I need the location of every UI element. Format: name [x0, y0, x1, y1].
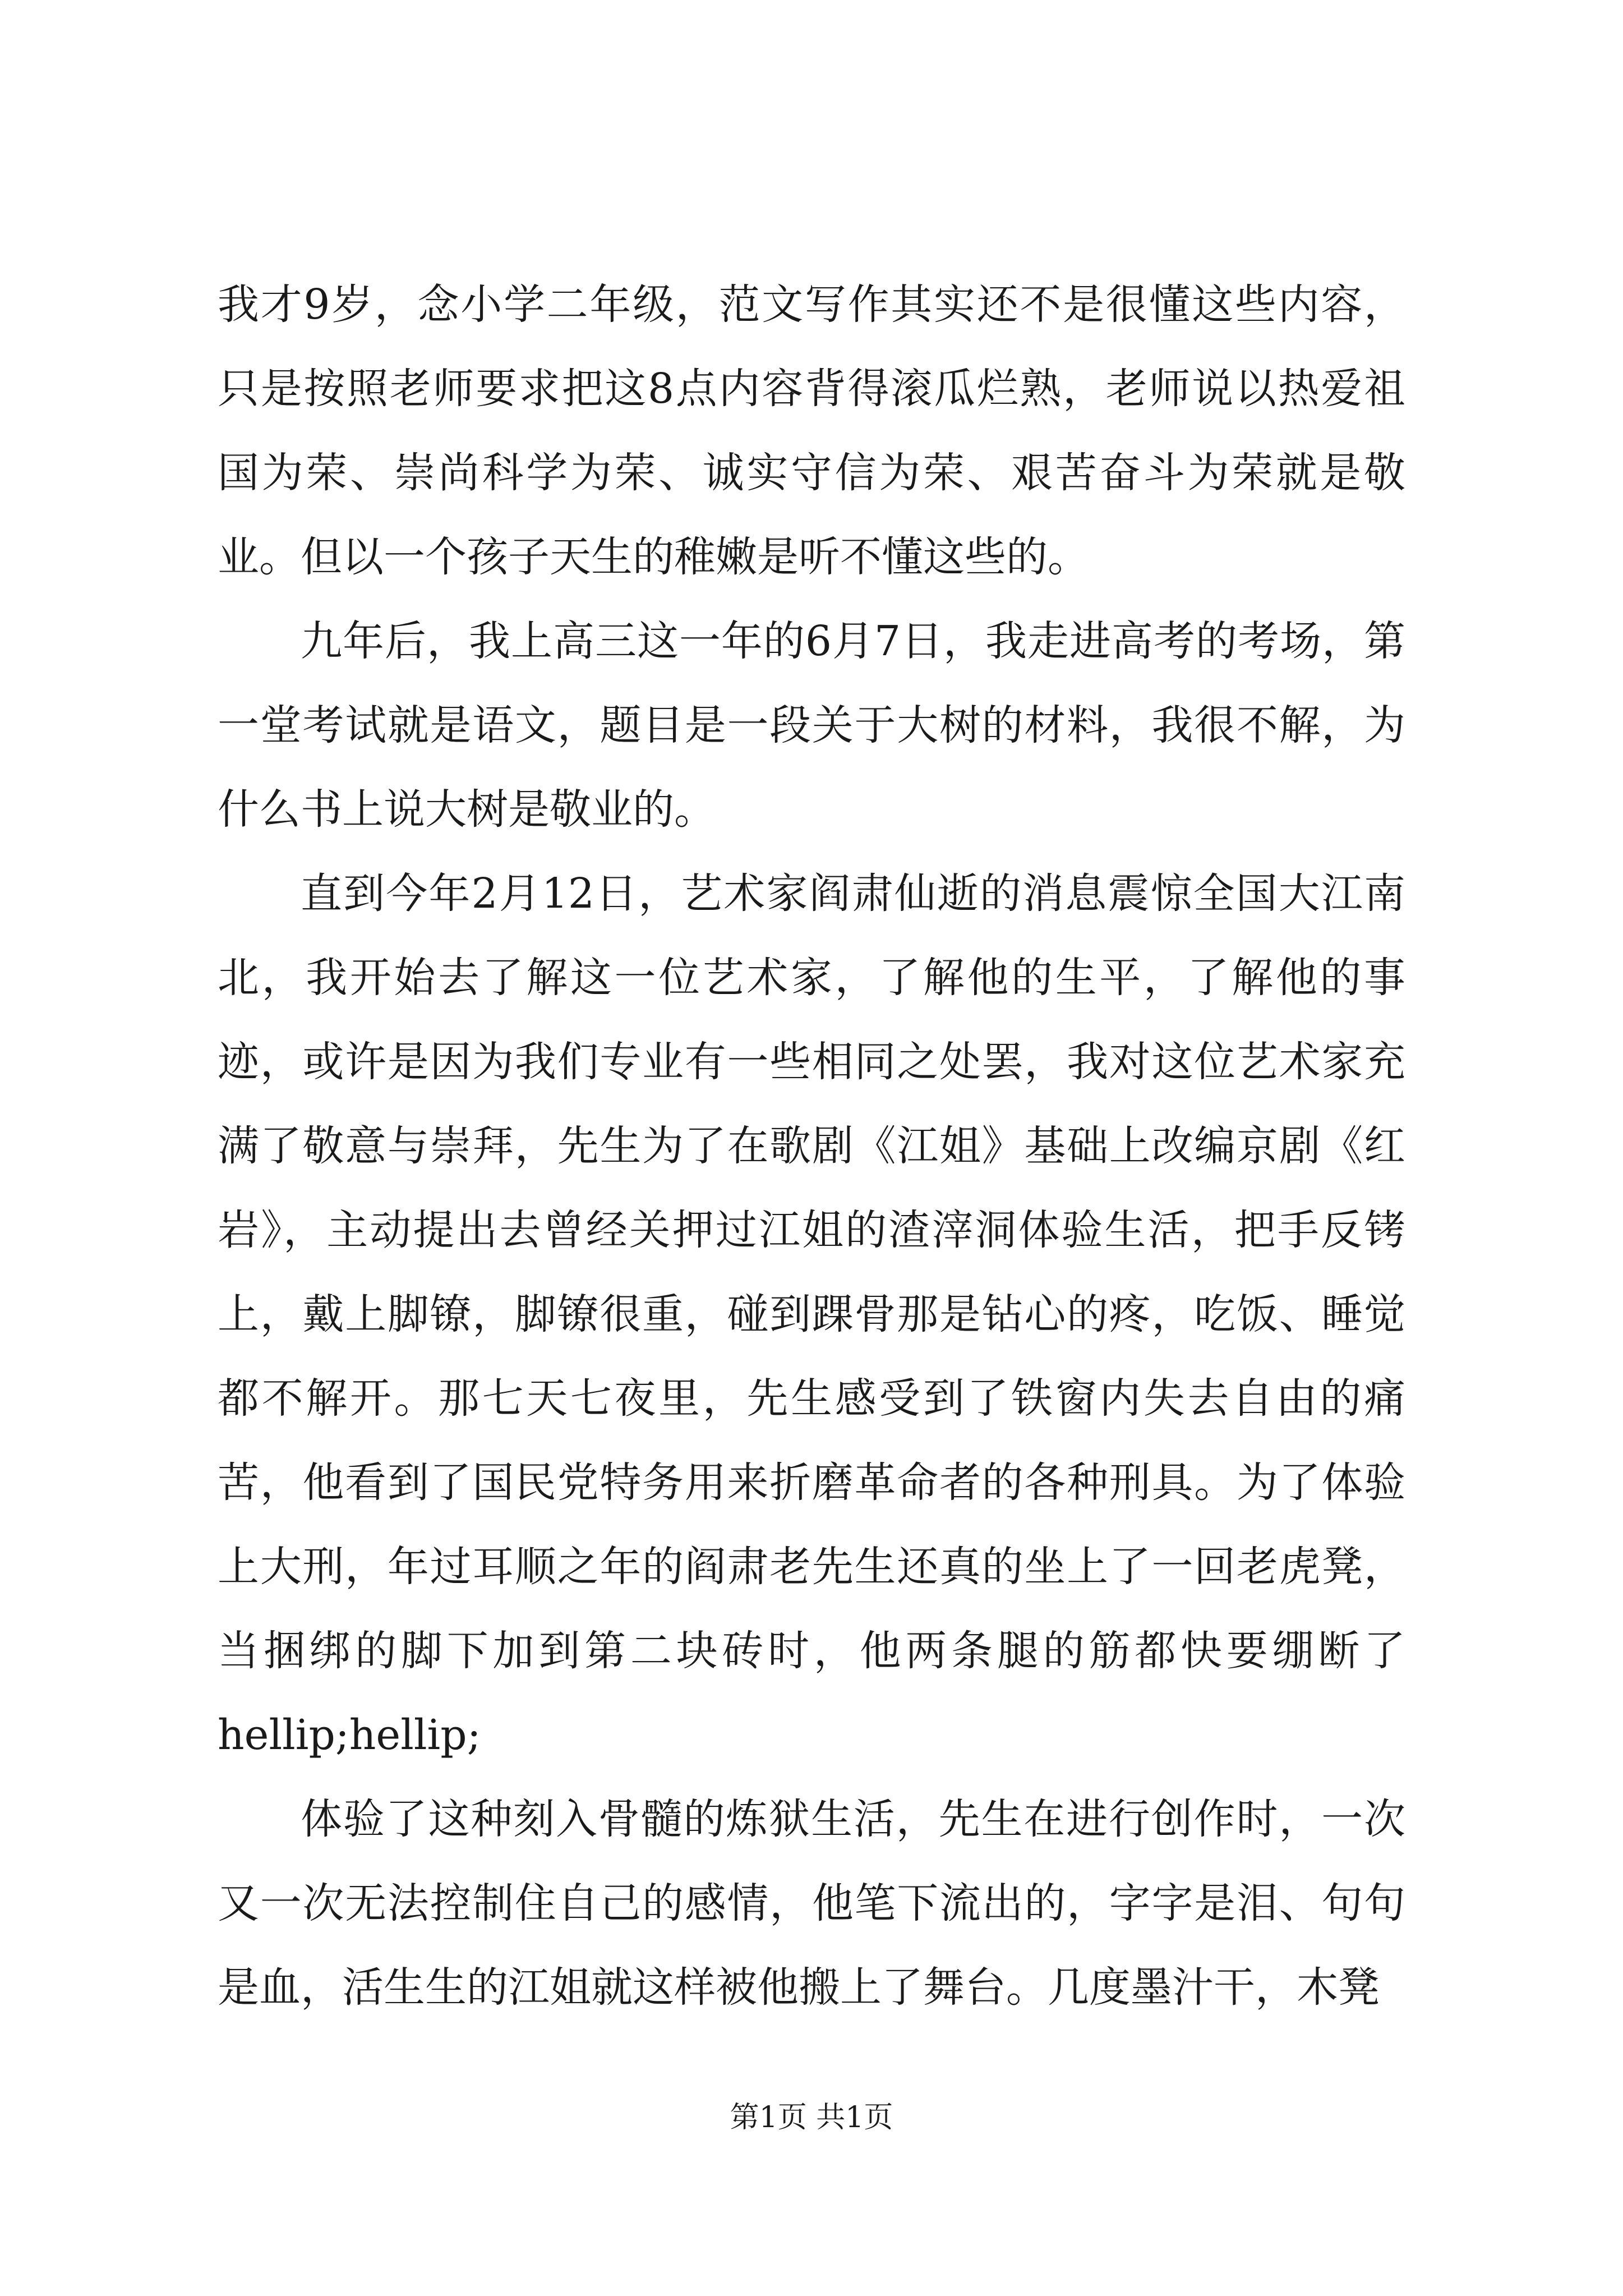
document-body: [218, 263, 1405, 2030]
paragraph-3: 直到今年2月12日，艺术家阎肃仙逝的消息震惊全国大江南北，我开始去了解这一位艺术家，了解他的生平，了解他的事迹，或许是因为我们专业有一些相同之处罢，我对这位艺术家充满了敬意与崇拜，先生为了在歌剧《江姐》基础上改编京剧《红岩》，主动提出去曾经关押过江姐的渣滓洞体验生活，把手反铐上，戴上脚镣，脚镣很重，碰到踝骨那是钻心的疼，吃饭、睡觉都不解开。那七天七夜里，先生感受到了铁窗内失去自由的痛苦，他看到了国民党特务用来折磨革命者的各种刑具。为了体验上大刑，年过耳顺之年的阎肃老先生还真的坐上了一回老虎凳，当捆绑的脚下加到第二块砖时，他两条腿的筋都快要绷断了hellip;hellip;: [218, 869, 1405, 1759]
paragraph-2: 九年后，我上高三这一年的6月7日，我走进高考的考场，第一堂考试就是语文，题目是一段关于大树的材料，我很不解，为什么书上说大树是敬业的。: [218, 617, 1405, 834]
page-footer: 第1页 共1页: [730, 2101, 893, 2134]
paragraph-1: 我才9岁，念小学二年级，范文写作其实还不是很懂这些内容，只是按照老师要求把这8点内容背得滚瓜烂熟，老师说以热爱祖国为荣、崇尚科学为荣、诚实守信为荣、艰苦奋斗为荣就是敬业。但以一个孩子天生的稚嫩是听不懂这些的。: [218, 280, 1405, 581]
paragraph-4: 体验了这种刻入骨髓的炼狱生活，先生在进行创作时，一次又一次无法控制住自己的感情，他笔下流出的，字字是泪、句句是血，活生生的江姐就这样被他搬上了舞台。几度墨汁干，木凳: [218, 1795, 1405, 2012]
